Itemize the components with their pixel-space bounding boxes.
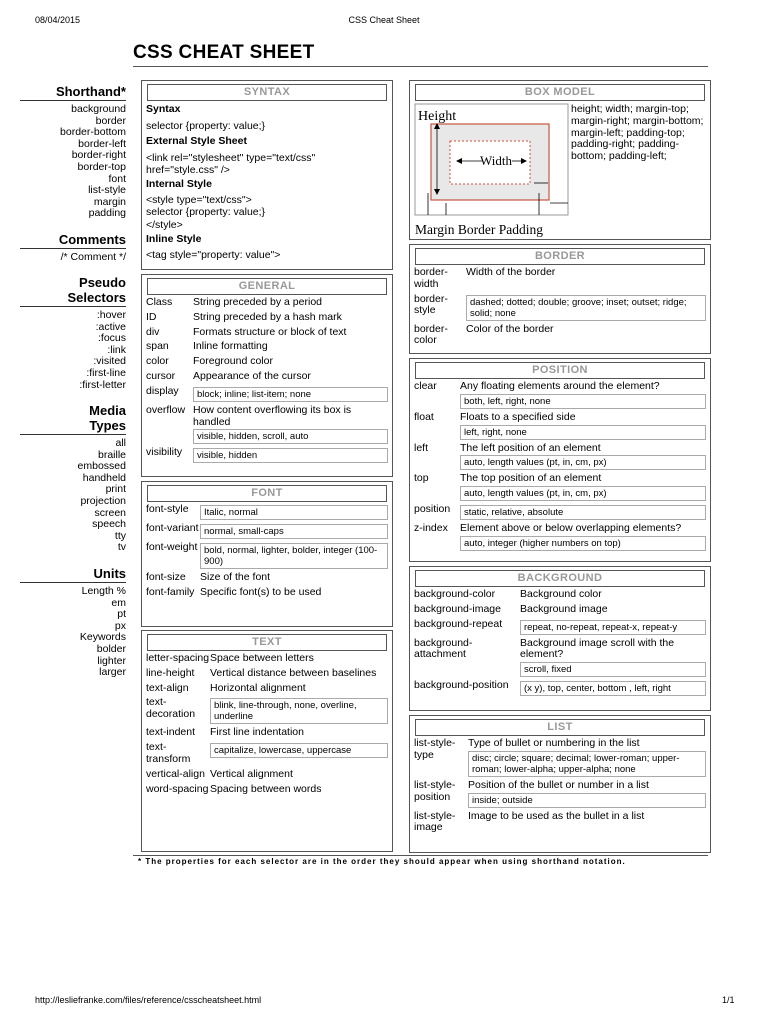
property-row xyxy=(146,504,388,520)
property-description: String preceded by a period xyxy=(193,296,322,308)
title-divider xyxy=(133,66,708,67)
property-description: Background image xyxy=(520,602,608,615)
sidebar-entry: :first-line xyxy=(86,366,126,379)
property-name: clear xyxy=(414,380,437,392)
sidebar-entry: :focus xyxy=(97,332,126,345)
property-values-box: visible, hidden xyxy=(193,448,388,463)
property-value xyxy=(468,811,706,835)
property-values-box: auto, integer (higher numbers on top) xyxy=(460,536,706,551)
property-value xyxy=(460,412,706,440)
property-value xyxy=(193,386,388,402)
property-row xyxy=(146,405,388,445)
background-title: BACKGROUND xyxy=(415,570,705,587)
property-value xyxy=(193,405,388,445)
property-description: The top position of an element xyxy=(460,472,602,485)
property-row xyxy=(146,312,388,324)
sidebar-entry: list-style xyxy=(88,184,126,197)
property-row xyxy=(146,784,388,796)
sidebar-entry: :hover xyxy=(96,309,126,321)
property-name: ID xyxy=(146,310,157,323)
property-value xyxy=(460,523,706,551)
sidebar-entry: :first-letter xyxy=(79,378,126,391)
property-values-box: repeat, no-repeat, repeat-x, repeat-y xyxy=(520,620,706,635)
property-description: Width of the border xyxy=(466,266,556,278)
property-value xyxy=(193,297,388,309)
property-row xyxy=(146,653,388,665)
source-url[interactable]: http://lesliefranke.com/files/reference/csscheatsheet.html xyxy=(35,995,262,1005)
font-panel xyxy=(141,481,393,627)
property-values-box: dashed; dotted; double; groove; inset; outset; ridge; solid; none xyxy=(466,295,706,321)
property-description: Inline formatting xyxy=(193,340,268,353)
property-row xyxy=(146,447,388,463)
property-row xyxy=(414,504,706,520)
property-row xyxy=(146,356,388,368)
property-value xyxy=(200,572,388,584)
property-name: font-size xyxy=(146,571,186,583)
property-values-box: inside; outside xyxy=(468,793,706,808)
pseudo-heading-1: Pseudo xyxy=(79,275,126,290)
boxmodel-properties: height; width; margin-top; margin-right; margin-bottom; margin-left; padding-top; padding-right; padding-bottom; padding-left; xyxy=(571,103,704,163)
sidebar-entry: font xyxy=(108,172,126,185)
property-row xyxy=(146,327,388,339)
property-name: background-attachment xyxy=(414,636,473,661)
property-name: font-style xyxy=(146,503,189,515)
sidebar-media xyxy=(20,403,126,554)
page-title: CSS CHEAT SHEET xyxy=(133,42,315,63)
property-value xyxy=(210,784,388,796)
property-description: Horizontal alignment xyxy=(210,681,306,694)
page-number: 1/1 xyxy=(722,995,735,1005)
property-value xyxy=(520,638,706,678)
property-values-box: bold, normal, lighter, bolder, integer (100-900) xyxy=(200,543,388,569)
property-value xyxy=(460,381,706,409)
property-row xyxy=(146,668,388,680)
property-value xyxy=(193,447,388,463)
pseudo-heading-2: Selectors xyxy=(20,290,126,307)
property-value xyxy=(460,443,706,471)
property-name: top xyxy=(414,472,429,485)
shorthand-list xyxy=(20,104,126,220)
property-name: border-color xyxy=(414,322,448,347)
external-line-2: href="style.css" /> xyxy=(146,163,230,176)
property-name: border-width xyxy=(414,266,448,290)
property-values-box: static, relative, absolute xyxy=(460,505,706,520)
property-values-box: scroll, fixed xyxy=(520,662,706,677)
property-value xyxy=(520,619,706,635)
property-description: Specific font(s) to be used xyxy=(200,585,322,598)
property-name: cursor xyxy=(146,369,176,382)
sidebar-entry: projection xyxy=(80,494,126,507)
property-values-box: Italic, normal xyxy=(200,505,388,520)
property-description: Spacing between words xyxy=(210,782,322,795)
property-row xyxy=(414,619,706,635)
property-value xyxy=(193,327,388,339)
property-values-box: disc; circle; square; decimal; lower-roman; upper-roman; lower-alpha; upper-alpha; none xyxy=(468,751,706,777)
sidebar-entry: screen xyxy=(94,506,126,519)
border-rows xyxy=(414,267,706,350)
property-value xyxy=(210,683,388,695)
property-values-box: auto, length values (pt, in, cm, px) xyxy=(460,455,706,470)
inline-heading: Inline Style xyxy=(146,232,202,245)
text-title: TEXT xyxy=(147,634,387,651)
property-description: Background color xyxy=(520,588,602,600)
property-description: Element above or below overlapping elements? xyxy=(460,522,682,535)
property-name: visibility xyxy=(146,446,183,459)
property-name: Class xyxy=(146,296,173,308)
property-description: Formats structure or block of text xyxy=(193,325,347,338)
property-row xyxy=(414,473,706,501)
property-row xyxy=(414,443,706,471)
property-name: span xyxy=(146,340,169,353)
property-row xyxy=(146,386,388,402)
sidebar-entry: all xyxy=(115,437,126,449)
property-name: background-repeat xyxy=(414,617,503,630)
box-model-diagram xyxy=(414,103,570,239)
property-values-box: auto, length values (pt, in, cm, px) xyxy=(460,486,706,501)
general-panel xyxy=(141,274,393,477)
external-heading: External Style Sheet xyxy=(146,135,247,148)
property-name: background-image xyxy=(414,602,501,615)
media-list xyxy=(20,438,126,554)
sidebar-entry: :active xyxy=(95,320,126,333)
sidebar-entry: Length % xyxy=(81,585,126,597)
property-name: border-style xyxy=(414,292,448,317)
property-row xyxy=(146,341,388,353)
font-rows xyxy=(146,504,388,602)
property-value xyxy=(200,504,388,520)
sidebar-entry: border-left xyxy=(78,137,126,150)
property-name: list-style-image xyxy=(414,809,456,834)
property-value xyxy=(210,727,388,739)
internal-line-2: selector {property: value;} xyxy=(146,206,266,219)
property-row xyxy=(414,811,706,835)
sidebar-entry: pt xyxy=(117,608,126,621)
property-description: Size of the font xyxy=(200,571,271,583)
property-value xyxy=(193,356,388,368)
property-description: Background image scroll with the element? xyxy=(520,636,675,661)
property-row xyxy=(414,780,706,808)
property-name: background-color xyxy=(414,588,496,600)
property-row xyxy=(414,267,706,291)
sidebar-entry: print xyxy=(105,483,126,496)
property-row xyxy=(146,769,388,781)
sidebar-entry: background xyxy=(71,103,126,115)
property-name: left xyxy=(414,441,429,454)
external-line-1: <link rel="stylesheet" type="text/css" xyxy=(146,151,316,164)
margin-border-padding-label: Margin Border Padding xyxy=(415,222,543,237)
sidebar-units xyxy=(20,566,126,679)
property-name: color xyxy=(146,355,169,368)
property-values-box: block; inline; list-item; none xyxy=(193,387,388,402)
property-name: word-spacing xyxy=(146,782,209,795)
inline-line: <tag style="property: value"> xyxy=(146,249,281,262)
property-row xyxy=(146,523,388,539)
sidebar-entry: bolder xyxy=(96,642,126,655)
text-panel xyxy=(141,630,393,852)
property-value xyxy=(210,769,388,781)
property-name: vertical-align xyxy=(146,767,205,780)
property-row xyxy=(146,697,388,724)
shorthand-heading: Shorthand* xyxy=(20,84,126,101)
sidebar-entry: border-bottom xyxy=(60,126,126,139)
property-value xyxy=(468,738,706,777)
sidebar-entry: speech xyxy=(92,518,126,531)
property-value xyxy=(210,653,388,665)
property-name: font-weight xyxy=(146,541,198,553)
property-row xyxy=(414,381,706,409)
property-value xyxy=(200,542,388,569)
sidebar-entry: tv xyxy=(117,541,126,554)
comments-heading: Comments xyxy=(20,232,126,249)
property-row xyxy=(146,542,388,569)
property-name: letter-spacing xyxy=(146,652,210,664)
property-value xyxy=(460,504,706,520)
property-values-box: normal, small-caps xyxy=(200,524,388,539)
sidebar-entry: larger xyxy=(99,666,126,679)
sidebar-pseudo xyxy=(20,275,126,391)
units-heading: Units xyxy=(20,566,126,583)
sidebar-entry: embossed xyxy=(77,460,126,473)
property-value xyxy=(460,473,706,501)
property-value xyxy=(210,697,388,724)
sidebar-entry: lighter xyxy=(97,654,126,667)
property-name: div xyxy=(146,325,160,338)
syntax-line: selector {property: value;} xyxy=(146,120,266,133)
property-value xyxy=(210,742,388,766)
property-value xyxy=(520,680,706,696)
property-row xyxy=(414,638,706,678)
text-rows xyxy=(146,653,388,798)
list-rows xyxy=(414,738,706,837)
property-row xyxy=(414,680,706,696)
sidebar-entry: :visited xyxy=(93,355,126,368)
property-value xyxy=(193,341,388,353)
sidebar-entry: /* Comment */ xyxy=(60,251,126,263)
border-title: BORDER xyxy=(415,248,705,265)
general-title: GENERAL xyxy=(147,278,387,295)
property-name: text-indent xyxy=(146,726,196,739)
property-row xyxy=(414,294,706,321)
property-description: Color of the border xyxy=(466,322,554,335)
property-name: overflow xyxy=(146,403,186,416)
property-description: The left position of an element xyxy=(460,441,601,454)
property-description: String preceded by a hash mark xyxy=(193,310,342,323)
property-value xyxy=(466,324,706,348)
list-title: LIST xyxy=(415,719,705,736)
property-name: float xyxy=(414,410,434,423)
property-name: position xyxy=(414,503,451,516)
border-panel xyxy=(409,244,711,354)
sidebar-entry: braille xyxy=(97,448,126,461)
property-value xyxy=(520,604,706,616)
property-row xyxy=(414,412,706,440)
background-rows xyxy=(414,589,706,699)
footnote-divider xyxy=(133,855,708,856)
units-list xyxy=(20,586,126,679)
property-value xyxy=(193,312,388,324)
property-values-box: (x y), top, center, bottom , left, right xyxy=(520,681,706,696)
sidebar-entry: border xyxy=(95,114,126,127)
property-row xyxy=(414,523,706,551)
property-value xyxy=(210,668,388,680)
internal-heading: Internal Style xyxy=(146,178,212,191)
boxmodel-panel xyxy=(409,80,711,240)
property-description: Vertical distance between baselines xyxy=(210,666,377,679)
property-name: font-family xyxy=(146,585,195,598)
property-row xyxy=(414,604,706,616)
property-name: display xyxy=(146,384,179,397)
background-panel xyxy=(409,566,711,711)
syntax-content xyxy=(146,103,388,261)
sidebar-entry: Keywords xyxy=(79,631,126,644)
position-panel xyxy=(409,358,711,562)
general-rows xyxy=(146,297,388,466)
internal-line-3: </style> xyxy=(146,218,183,231)
property-value xyxy=(466,267,706,291)
sidebar-entry: margin xyxy=(93,195,126,208)
width-label: Width xyxy=(480,153,512,168)
internal-line-1: <style type="text/css"> xyxy=(146,194,252,207)
property-name: text-transform xyxy=(146,741,191,765)
position-title: POSITION xyxy=(415,362,705,379)
position-rows xyxy=(414,381,706,554)
sidebar-entry: px xyxy=(114,619,126,632)
boxmodel-title: BOX MODEL xyxy=(415,84,705,101)
property-row xyxy=(146,587,388,599)
property-description: Type of bullet or numbering in the list xyxy=(468,737,640,749)
property-value xyxy=(468,780,706,808)
property-value xyxy=(200,523,388,539)
comments-list xyxy=(20,252,126,264)
sidebar-entry: border-right xyxy=(71,149,126,162)
sidebar-shorthand xyxy=(20,84,126,220)
property-name: list-style-type xyxy=(414,737,456,761)
property-name: text-decoration xyxy=(146,696,196,721)
property-values-box: blink, line-through, none, overline, underline xyxy=(210,698,388,724)
print-title: CSS Cheat Sheet xyxy=(348,15,420,25)
property-row xyxy=(414,324,706,348)
property-description: How content overflowing its box is handled xyxy=(193,403,352,428)
print-date: 08/04/2015 xyxy=(35,15,81,25)
syntax-panel xyxy=(141,80,393,270)
footnote: * The properties for each selector are in the order they should appear when using shorthand notation. xyxy=(138,857,626,866)
property-description: Image to be used as the bullet in a list xyxy=(468,809,645,822)
property-name: text-align xyxy=(146,681,189,694)
property-name: line-height xyxy=(146,666,195,679)
property-value xyxy=(466,294,706,321)
sidebar-entry: handheld xyxy=(82,471,126,484)
property-values-box: left, right, none xyxy=(460,425,706,440)
property-description: Position of the bullet or number in a list xyxy=(468,778,649,791)
property-row xyxy=(146,727,388,739)
property-row xyxy=(146,371,388,383)
property-value xyxy=(200,587,388,599)
syntax-heading: Syntax xyxy=(146,103,181,115)
sidebar-entry: border-top xyxy=(77,160,126,173)
property-description: First line indentation xyxy=(210,726,304,739)
sidebar-entry: :link xyxy=(107,343,126,356)
property-name: z-index xyxy=(414,522,448,535)
media-heading-1: Media xyxy=(89,403,126,418)
syntax-title: SYNTAX xyxy=(147,84,387,101)
property-row xyxy=(146,572,388,584)
height-label: Height xyxy=(418,109,457,124)
property-name: font-variant xyxy=(146,522,199,534)
property-values-box: visible, hidden, scroll, auto xyxy=(193,429,388,444)
property-value xyxy=(193,371,388,383)
property-value xyxy=(520,589,706,601)
property-description: Appearance of the cursor xyxy=(193,369,311,382)
property-values-box: both, left, right, none xyxy=(460,394,706,409)
property-row xyxy=(146,683,388,695)
sidebar-entry: tty xyxy=(114,529,126,542)
property-row xyxy=(146,297,388,309)
property-row xyxy=(146,742,388,766)
property-name: background-position xyxy=(414,679,509,692)
media-heading-2: Types xyxy=(20,418,126,435)
property-description: Foreground color xyxy=(193,355,273,368)
font-title: FONT xyxy=(147,485,387,502)
property-values-box: capitalize, lowercase, uppercase xyxy=(210,743,388,758)
property-description: Space between letters xyxy=(210,652,314,664)
property-name: list-style-position xyxy=(414,778,456,803)
property-row xyxy=(414,589,706,601)
pseudo-list xyxy=(20,310,126,391)
property-description: Floats to a specified side xyxy=(460,410,576,423)
list-panel xyxy=(409,715,711,853)
property-description: Any floating elements around the element? xyxy=(460,380,660,392)
property-row xyxy=(414,738,706,777)
sidebar-entry: em xyxy=(111,596,126,609)
sidebar-entry: padding xyxy=(88,207,126,220)
property-description: Vertical alignment xyxy=(210,767,293,780)
sidebar-comments xyxy=(20,232,126,264)
